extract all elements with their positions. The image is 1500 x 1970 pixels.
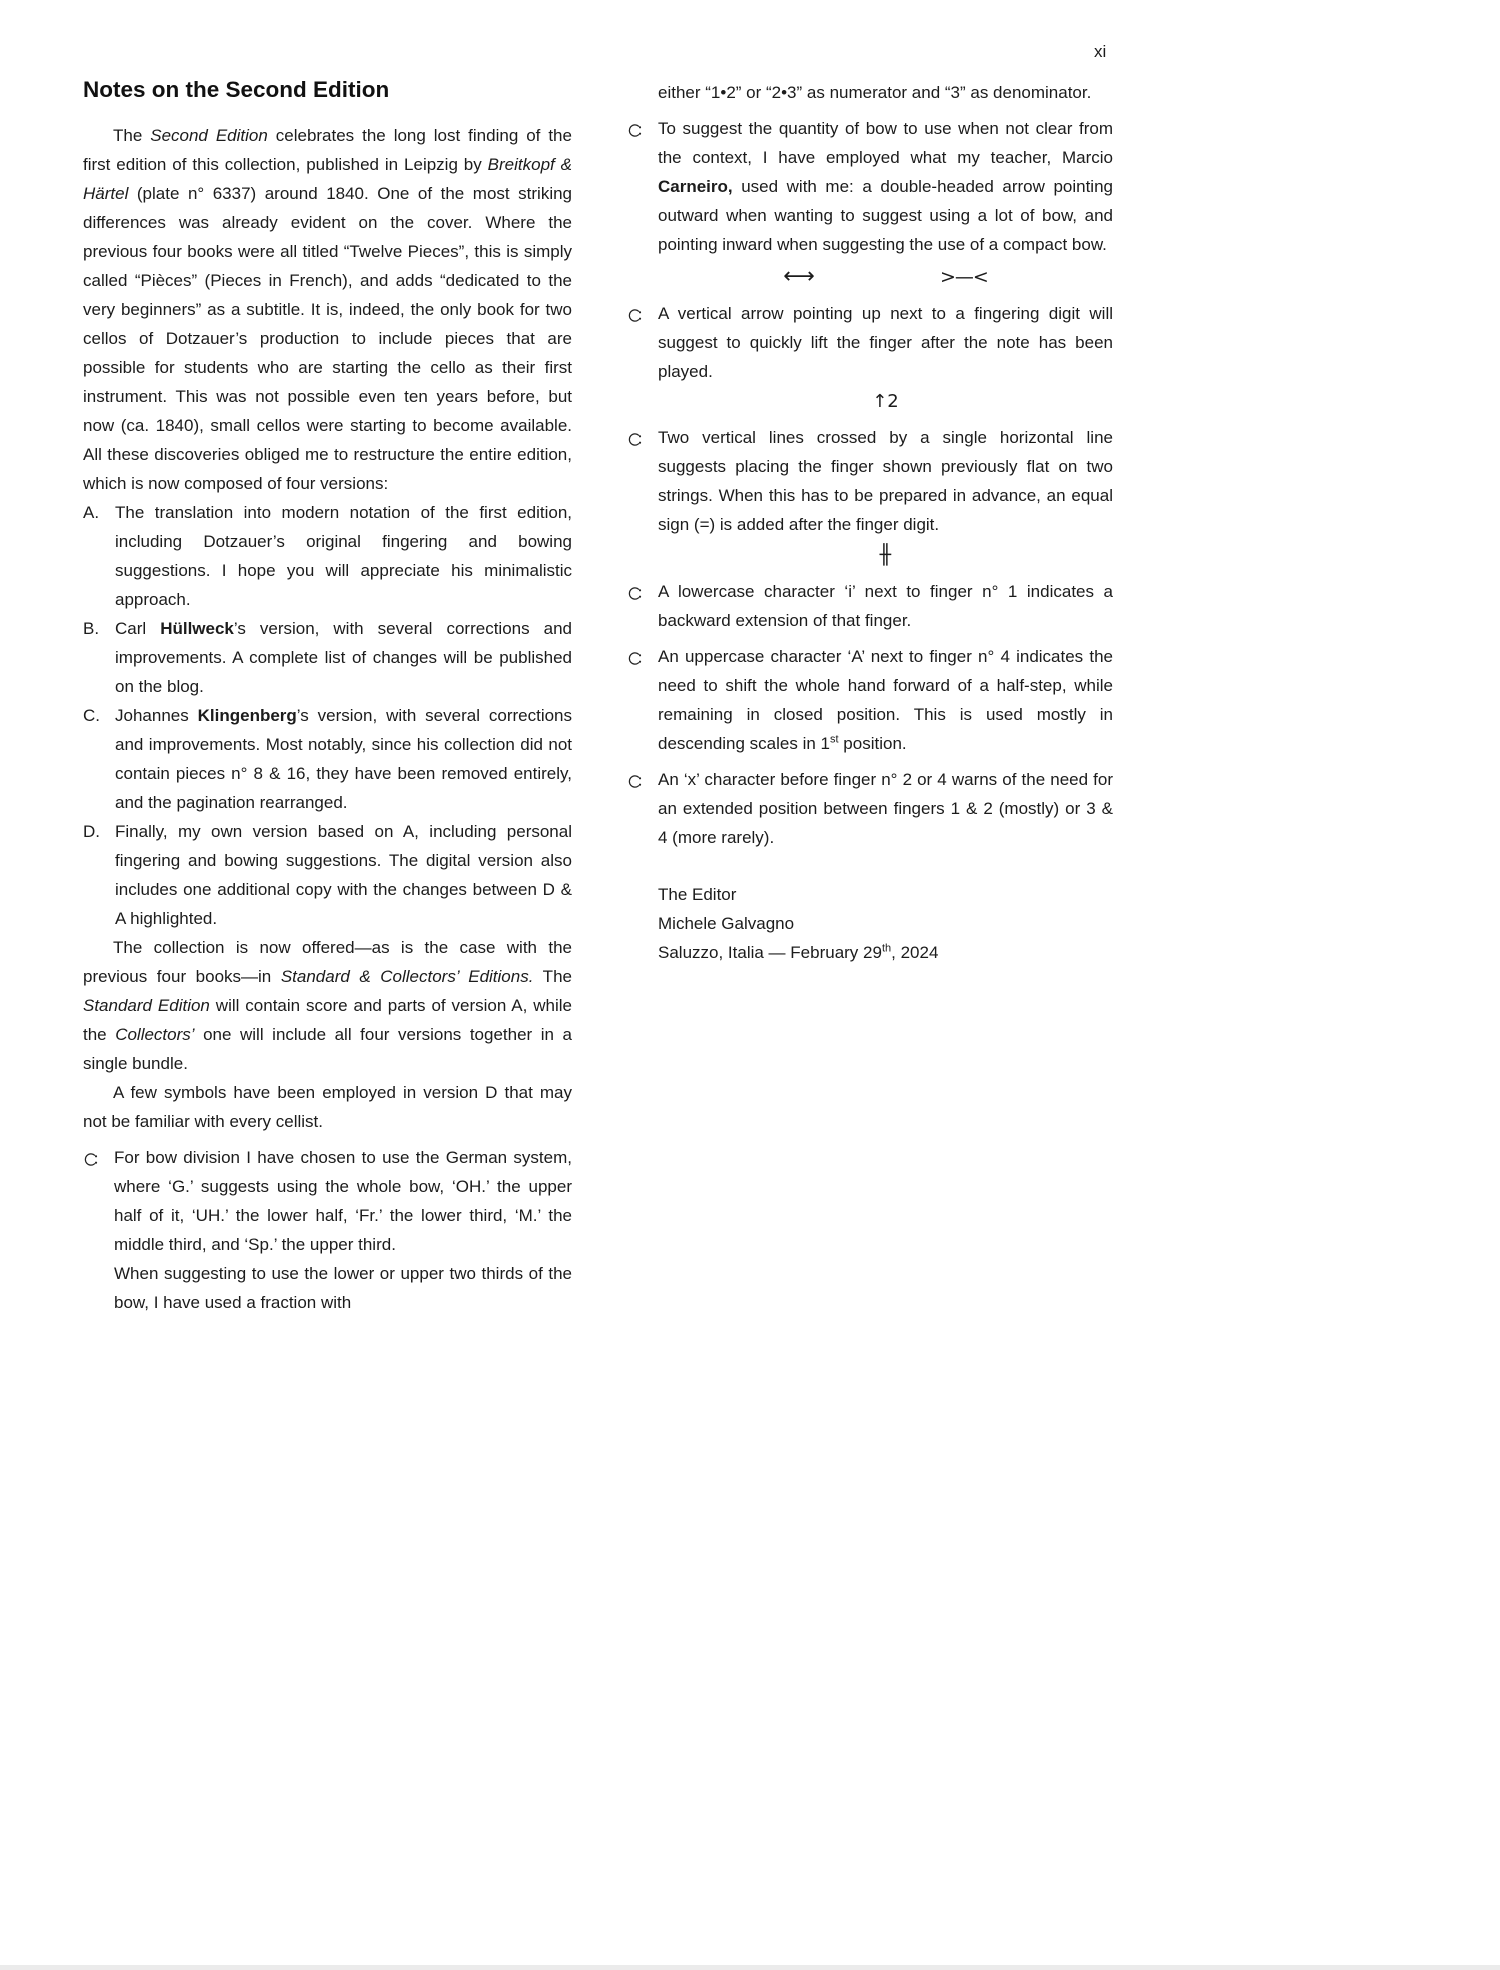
list-item-c [83, 701, 572, 817]
list-item-a [83, 498, 572, 614]
closing-block [658, 880, 1113, 967]
lift-finger-symbol: ↑2 [872, 391, 899, 412]
bullet-backward-extension-text: A lowercase character ‘i’ next to finger n° 1 indicates a backward extension of that finger. [658, 582, 1113, 630]
ornament-bullet-icon [627, 642, 658, 758]
continuation-paragraph: either “1•2” or “2•3” as numerator and “3” as denominator. [658, 83, 1092, 102]
offered-paragraph: The collection is now offered—as is the case with the previous four books—in Standard & Collectors’ Editions. The Standard Edition will contain score and parts of version A, while the Collectors’ one will include all four versions together in a single bundle. [83, 938, 572, 1073]
list-label-c: C. [83, 706, 100, 725]
left-column [83, 76, 572, 1317]
list-label-b: B. [83, 619, 100, 638]
bullet-extended-position [627, 765, 1113, 852]
outward-arrow-symbol: ⟷ [783, 264, 815, 289]
list-item-b [83, 614, 572, 701]
intro-paragraph: The Second Edition celebrates the long lost finding of the first edition of this collection, published in Leipzig by Breitkopf & Härtel (plate n° 6337) around 1840. One of the most striking differences was already evident on the cover. Where the previous four books were all titled “Twelve Pieces”, this is simply called “Pièces” (Pieces in French), and adds “dedicated to the very beginners” as a subtitle. It is, indeed, the only book for two cellos of Dotzauer’s production to include pieces that are possible for students who are starting the cello as their first instrument. This was not possible even ten years before, but now (ca. 1840), small cellos were starting to become available. All these discoveries obliged me to restructure the entire edition, which is now composed of four versions: [83, 126, 572, 493]
double-stop-symbol-row [658, 541, 1113, 570]
list-item-d [83, 817, 572, 933]
list-text-a: The translation into modern notation of the first edition, including Dotzauer’s original fingering and bowing suggestions. I hope you will appreciate his minimalistic approach. [115, 503, 572, 609]
closing-author-line: Michele Galvagno [658, 914, 795, 933]
ornament-bullet-icon [627, 114, 658, 259]
bullet-double-stop-text: Two vertical lines crossed by a single horizontal line suggests placing the finger shown previously flat on two strings. When this has to be prepared in advance, an equal sign (=) is added after the finger digit. [658, 428, 1113, 534]
bullet-forward-shift-text: An uppercase character ‘A’ next to finger n° 4 indicates the need to shift the whole hand forward of a half-step, while remaining in closed position. This is used mostly in descending scales in 1st position. [658, 647, 1113, 753]
bullet-paragraph-2: When suggesting to use the lower or upper two thirds of the bow, I have used a fraction with [114, 1264, 572, 1312]
list-text-b: Carl Hüllweck’s version, with several corrections and improvements. A complete list of changes will be published on the blog. [115, 619, 572, 696]
bow-arrow-symbols-row [658, 262, 1113, 292]
symbols-intro-paragraph: A few symbols have been employed in version D that may not be familiar with every cellist. [83, 1083, 572, 1131]
list-label-d: D. [83, 822, 100, 841]
bullet-double-stop [627, 423, 1113, 539]
list-text-c: Johannes Klingenberg’s version, with several corrections and improvements. Most notably, since his collection did not contain pieces n° 8 & 16, they have been removed entirely, and the pagination rearranged. [115, 706, 573, 812]
page-number: xi [1094, 42, 1107, 61]
bullet-bow-division [83, 1143, 572, 1317]
list-text-d: Finally, my own version based on A, including personal fingering and bowing suggestions. The digital version also includes one additional copy with the changes between D & A highlighted. [115, 822, 572, 928]
ornament-bullet-icon [627, 423, 658, 539]
bullet-lift-finger [627, 299, 1113, 386]
bullet-bow-quantity-text: To suggest the quantity of bow to use when not clear from the context, I have employed what my teacher, Marcio Carneiro, used with me: a double-headed arrow pointing outward when wanting to suggest using a lot of bow, and pointing inward when suggesting the use of a compact bow. [658, 119, 1113, 254]
bullet-backward-extension [627, 577, 1113, 635]
ornament-bullet-icon [627, 765, 658, 852]
right-column [627, 78, 1113, 967]
section-title: Notes on the Second Edition [83, 77, 390, 102]
list-label-a: A. [83, 503, 100, 522]
bullet-extended-position-text: An ‘x’ character before finger n° 2 or 4 warns of the need for an extended position between fingers 1 & 2 (mostly) or 3 & 4 (more rarely). [658, 770, 1113, 847]
closing-date-line: Saluzzo, Italia — February 29th, 2024 [658, 942, 939, 962]
bullet-bow-division-text [114, 1143, 572, 1317]
bullet-bow-quantity [627, 114, 1113, 259]
ornament-bullet-icon [83, 1143, 114, 1317]
lift-finger-symbol-row [658, 388, 1113, 416]
bullet-paragraph-1: For bow division I have chosen to use the German system, where ‘G.’ suggests using the whole bow, ‘OH.’ the upper half of it, ‘UH.’ the lower half, ‘Fr.’ the lower third, ‘M.’ the middle third, and ‘Sp.’ the upper third. [114, 1148, 572, 1254]
inward-arrow-symbol: >—< [939, 266, 988, 288]
bullet-forward-shift [627, 642, 1113, 758]
ornament-bullet-icon [627, 577, 658, 635]
closing-editor-line: The Editor [658, 885, 737, 904]
bullet-lift-finger-text: A vertical arrow pointing up next to a fingering digit will suggest to quickly lift the finger after the note has been played. [658, 304, 1113, 381]
double-stop-symbol: ╫ [879, 544, 892, 566]
page-bottom-edge [0, 1965, 1500, 1970]
ornament-bullet-icon [627, 299, 658, 386]
